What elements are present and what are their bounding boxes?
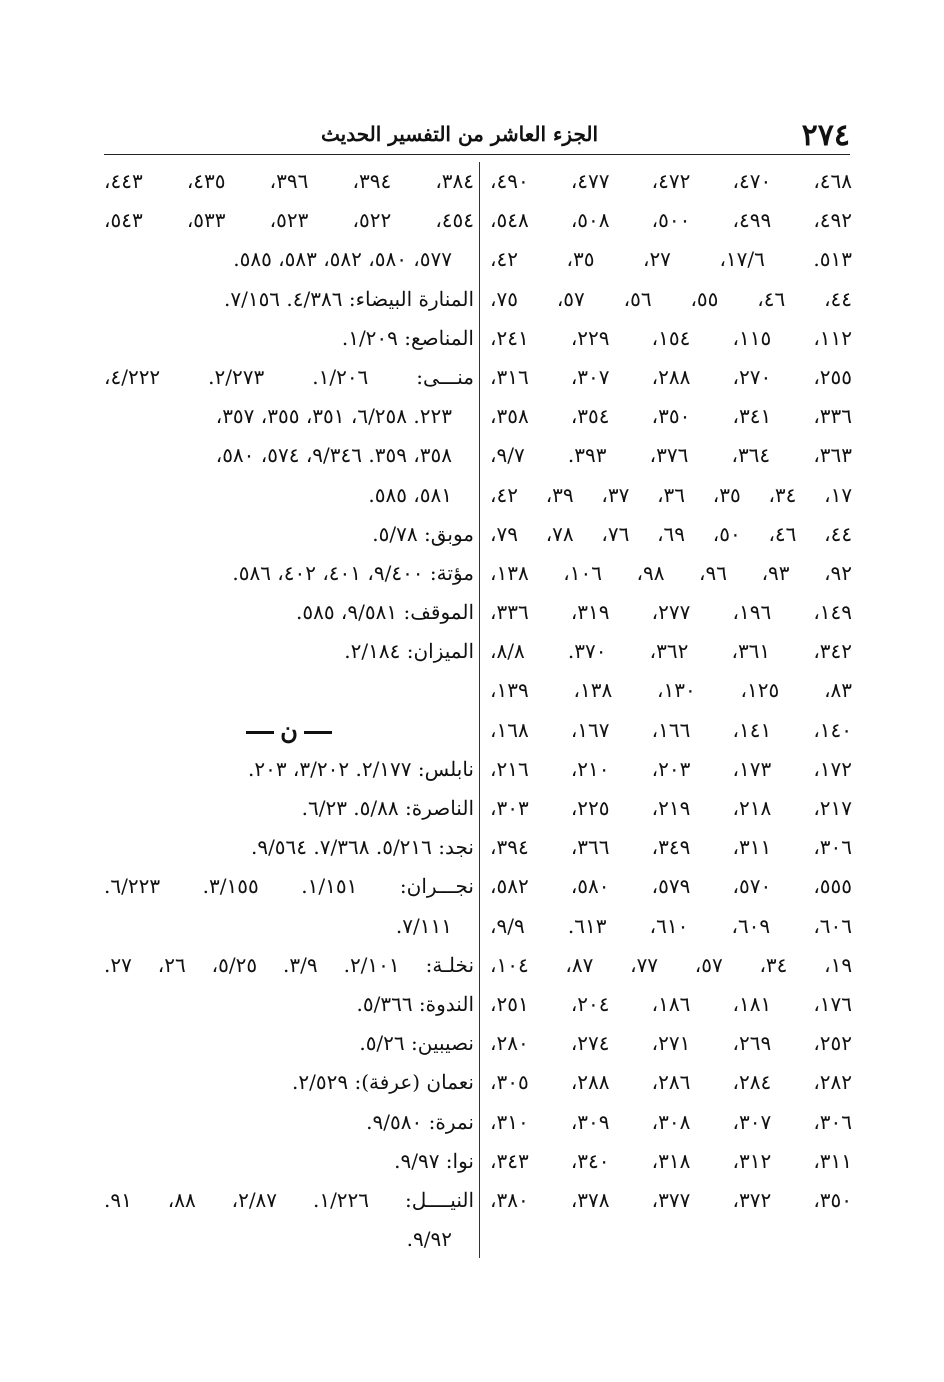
index-column-right <box>490 162 852 1220</box>
index-entry: نجـــران: ١/١٥١. ٣/١٥٥. ٦/٢٢٣. <box>104 874 474 899</box>
page-number: ٢٧٤ <box>801 118 850 153</box>
index-entry: نمرة: ٩/٥٨٠. <box>366 1109 474 1134</box>
index-line: ٩٢، ٩٣، ٩٦، ٩٨، ١٠٦، ١٣٨، <box>490 560 852 585</box>
index-line: ٣٠٦، ٣٠٧، ٣٠٨، ٣٠٩، ٣١٠، <box>490 1109 852 1134</box>
index-line: ١٩، ٣٤، ٥٧، ٧٧، ٨٧، ١٠٤، <box>490 952 852 977</box>
heading-dash <box>304 731 332 734</box>
index-entry: النيــــل: ١/٢٢٦. ٢/٨٧، ٨٨، ٩١. <box>104 1187 474 1212</box>
index-line: ٦٠٦، ٦٠٩، ٦١٠، ٦١٣. ٩/٩، <box>490 913 852 938</box>
index-line: ١٤٠، ١٤١، ١٦٦، ١٦٧، ١٦٨، <box>490 717 852 742</box>
index-line: ٣٨٤، ٣٩٤، ٣٩٦، ٤٣٥، ٤٤٣، <box>104 169 474 193</box>
index-entry: نخلـة: ٢/١٠١. ٣/٩. ٥/٢٥، ٢٦، ٢٧. <box>104 952 474 977</box>
page-header <box>104 116 850 155</box>
index-entry: الندوة: ٥/٣٦٦. <box>356 991 474 1016</box>
blank-line <box>104 671 474 710</box>
index-line: ٣٤٢، ٣٦١، ٣٦٢، ٣٧٠. ٨/٨، <box>490 639 852 664</box>
index-line: ٢٥٢، ٢٦٩، ٢٧١، ٢٧٤، ٢٨٠، <box>490 1031 852 1056</box>
index-line: ٩/٩٢. <box>406 1227 452 1252</box>
index-line: ٣٥٠، ٣٧٢، ٣٧٧، ٣٧٨، ٣٨٠، <box>490 1187 852 1212</box>
index-line: ٥٨١، ٥٨٥. <box>368 482 452 507</box>
index-line: ١٧٢، ١٧٣، ٢٠٣، ٢١٠، ٢١٦، <box>490 756 852 781</box>
index-line: ٥٥٥، ٥٧٠، ٥٧٩، ٥٨٠، ٥٨٢، <box>490 874 852 899</box>
index-entry: نوا: ٩/٩٧. <box>394 1148 474 1173</box>
index-line: ٢٢٣. ٦/٢٥٨، ٣٥١، ٣٥٥، ٣٥٧، <box>215 404 452 429</box>
index-entry: منـــى: ١/٢٠٦. ٢/٢٧٣. ٤/٢٢٢، <box>104 364 474 389</box>
index-line: ٣٥٨، ٣٥٩. ٩/٣٤٦، ٥٧٤، ٥٨٠، <box>215 443 452 468</box>
index-entry: مؤتة: ٩/٤٠٠، ٤٠١، ٤٠٢، ٥٨٦. <box>232 560 474 585</box>
index-line: ١١٢، ١١٥، ١٥٤، ٢٢٩، ٢٤١، <box>490 325 852 350</box>
index-line: ٣٣٦، ٣٤١، ٣٥٠، ٣٥٤، ٣٥٨، <box>490 404 852 429</box>
index-line: ١٧، ٣٤، ٣٥، ٣٦، ٣٧، ٣٩، ٤٢، <box>490 482 852 507</box>
index-line: ١٤٩، ١٩٦، ٢٧٧، ٣١٩، ٣٣٦، <box>490 600 852 625</box>
index-entry: الميزان: ٢/١٨٤. <box>344 639 474 664</box>
index-line: ٨٣، ١٢٥، ١٣٠، ١٣٨، ١٣٩، <box>490 678 852 703</box>
index-line: ٤٤، ٤٦، ٥٠، ٦٩، ٧٦، ٧٨، ٧٩، <box>490 521 852 546</box>
index-line: ٣٠٦، ٣١١، ٣٤٩، ٣٦٦، ٣٩٤، <box>490 835 852 860</box>
index-line: ٢٨٢، ٢٨٤، ٢٨٦، ٢٨٨، ٣٠٥، <box>490 1070 852 1095</box>
index-line: ٤٤، ٤٦، ٥٥، ٥٦، ٥٧، ٧٥، <box>490 286 852 311</box>
running-title: الجزء العاشر من التفسير الحديث <box>321 122 598 146</box>
index-entry: نصيبين: ٥/٢٦. <box>359 1031 474 1056</box>
heading-dash <box>246 731 274 734</box>
index-entry: نابلس: ٢/١٧٧. ٣/٢٠٢، ٢٠٣. <box>247 756 474 781</box>
index-entry: نعمان (عرفة): ٢/٥٢٩. <box>292 1070 474 1095</box>
index-line: ١٧٦، ١٨١، ١٨٦، ٢٠٤، ٢٥١، <box>490 991 852 1016</box>
letter-heading <box>104 711 474 750</box>
index-entry: الناصرة: ٥/٨٨. ٦/٢٣. <box>301 796 474 820</box>
index-line: ٣١١، ٣١٢، ٣١٨، ٣٤٠، ٣٤٣، <box>490 1148 852 1173</box>
column-divider <box>479 162 480 1258</box>
index-entry: نجد: ٥/٢١٦. ٧/٣٦٨. ٩/٥٦٤. <box>250 835 474 860</box>
index-line: ٤٦٨، ٤٧٠، ٤٧٢، ٤٧٧، ٤٩٠، <box>490 169 852 193</box>
index-line: ٢١٧، ٢١٨، ٢١٩، ٢٢٥، ٣٠٣، <box>490 796 852 820</box>
index-line: ٥٧٧، ٥٨٠، ٥٨٢، ٥٨٣، ٥٨٥. <box>233 247 452 272</box>
index-line: ٧/١١١. <box>395 913 452 938</box>
index-line: ٣٦٣، ٣٦٤، ٣٧٦، ٣٩٣. ٩/٧، <box>490 443 852 468</box>
index-line: ٤٩٢، ٤٩٩، ٥٠٠، ٥٠٨، ٥٤٨، <box>490 208 852 233</box>
index-entry: المنارة البيضاء: ٤/٣٨٦. ٧/١٥٦. <box>223 286 474 311</box>
heading-letter: ن <box>280 715 298 745</box>
index-line: ٢٥٥، ٢٧٠، ٢٨٨، ٣٠٧، ٣١٦، <box>490 364 852 389</box>
index-entry: المناصع: ١/٢٠٩. <box>341 325 474 350</box>
index-column-left <box>104 162 474 1259</box>
index-line: ٥١٣. ١٧/٦، ٢٧، ٣٥، ٤٢، <box>490 247 852 272</box>
index-entry: الموقف: ٩/٥٨١، ٥٨٥. <box>295 600 474 625</box>
index-entry: موبق: ٥/٧٨. <box>372 521 474 546</box>
index-line: ٤٥٤، ٥٢٢، ٥٢٣، ٥٣٣، ٥٤٣، <box>104 208 474 233</box>
